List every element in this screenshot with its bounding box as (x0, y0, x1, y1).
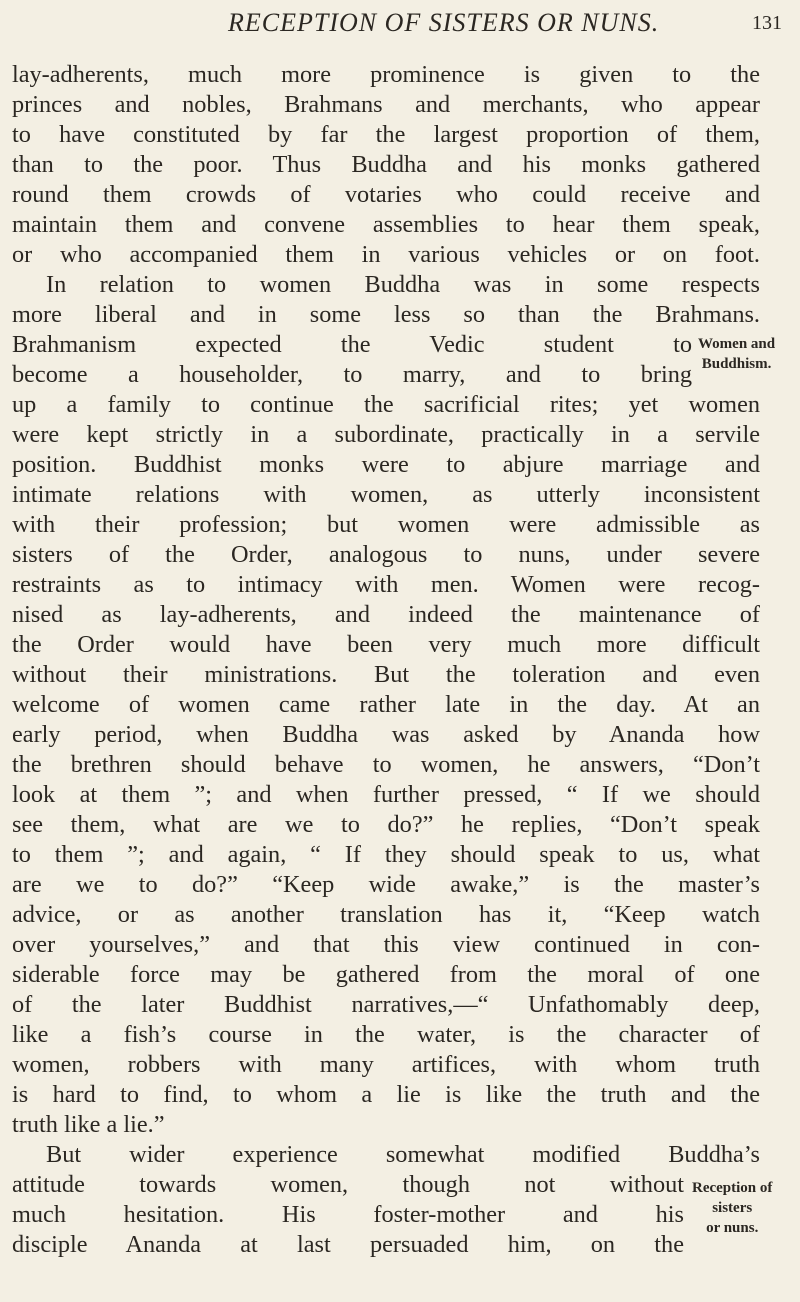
text-line: are we to do?” “Keep wide awake,” is the master’s (12, 871, 760, 898)
sidenote-line: Women and (698, 336, 776, 352)
text-line: early period, when Buddha was asked by Ananda how (12, 721, 760, 748)
text-line: to them ”; and again, “ If they should speak to us, what (12, 841, 760, 868)
text-line: were kept strictly in a subordinate, practically in a servile (12, 421, 760, 448)
sidenote-line: Reception of (692, 1180, 773, 1196)
text-line: disciple Ananda at last persuaded him, on the (12, 1231, 684, 1258)
text-line: restraints as to intimacy with men. Women were recog- (12, 571, 760, 598)
text-line: attitude towards women, though not without (12, 1171, 684, 1198)
text-line: than to the poor. Thus Buddha and his monks gathered (12, 151, 760, 178)
text-line: is hard to find, to whom a lie is like the truth and the (12, 1081, 760, 1108)
text-line: intimate relations with women, as utterly inconsistent (12, 481, 760, 508)
text-line: princes and nobles, Brahmans and merchants, who appear (12, 91, 760, 118)
sidenote-line: Buddhism. (701, 356, 772, 372)
text-line: more liberal and in some less so than the Brahmans. (12, 301, 760, 328)
sidenote-reception-of-sisters (692, 1178, 772, 1238)
sidenote-line: sisters (712, 1200, 753, 1216)
text-line: like a fish’s course in the water, is the character of (12, 1021, 760, 1048)
page-number: 131 (752, 12, 782, 34)
text-line: over yourselves,” and that this view continued in con- (12, 931, 760, 958)
text-line: position. Buddhist monks were to abjure marriage and (12, 451, 760, 478)
sidenote-women-and-buddhism (698, 334, 775, 374)
text-line: see them, what are we to do?” he replies, “Don’t speak (12, 811, 760, 838)
text-line: of the later Buddhist narratives,—“ Unfathomably deep, (12, 991, 760, 1018)
text-line: maintain them and convene assemblies to hear them speak, (12, 211, 760, 238)
text-line: round them crowds of votaries who could receive and (12, 181, 760, 208)
text-line: sisters of the Order, analogous to nuns, under severe (12, 541, 760, 568)
text-line: But wider experience somewhat modified Buddha’s (46, 1141, 760, 1168)
text-line: welcome of women came rather late in the day. At an (12, 691, 760, 718)
text-line: much hesitation. His foster-mother and his (12, 1201, 684, 1228)
text-line: nised as lay-adherents, and indeed the maintenance of (12, 601, 760, 628)
text-line: the brethren should behave to women, he answers, “Don’t (12, 751, 760, 778)
text-line: In relation to women Buddha was in some respects (46, 271, 760, 298)
text-line: with their profession; but women were admissible as (12, 511, 760, 538)
text-line: up a family to continue the sacrificial rites; yet women (12, 391, 760, 418)
running-head: RECEPTION OF SISTERS OR NUNS. (228, 8, 660, 37)
text-line: lay-adherents, much more prominence is given to the (12, 61, 760, 88)
text-line: or who accompanied them in various vehicles or on foot. (12, 241, 760, 268)
text-line: advice, or as another translation has it, “Keep watch (12, 901, 760, 928)
text-line: without their ministrations. But the toleration and even (12, 661, 760, 688)
text-line: Brahmanism expected the Vedic student to (12, 331, 692, 358)
text-line: siderable force may be gathered from the moral of one (12, 961, 760, 988)
text-line: to have constituted by far the largest proportion of them, (12, 121, 760, 148)
page-header (0, 4, 800, 44)
text-line: women, robbers with many artifices, with whom truth (12, 1051, 760, 1078)
text-line: the Order would have been very much more difficult (12, 631, 760, 658)
text-line: become a householder, to marry, and to bring (12, 361, 692, 388)
text-line: look at them ”; and when further pressed, “ If we should (12, 781, 760, 808)
sidenote-line: or nuns. (706, 1220, 759, 1236)
text-line: truth like a lie.” (12, 1111, 165, 1138)
